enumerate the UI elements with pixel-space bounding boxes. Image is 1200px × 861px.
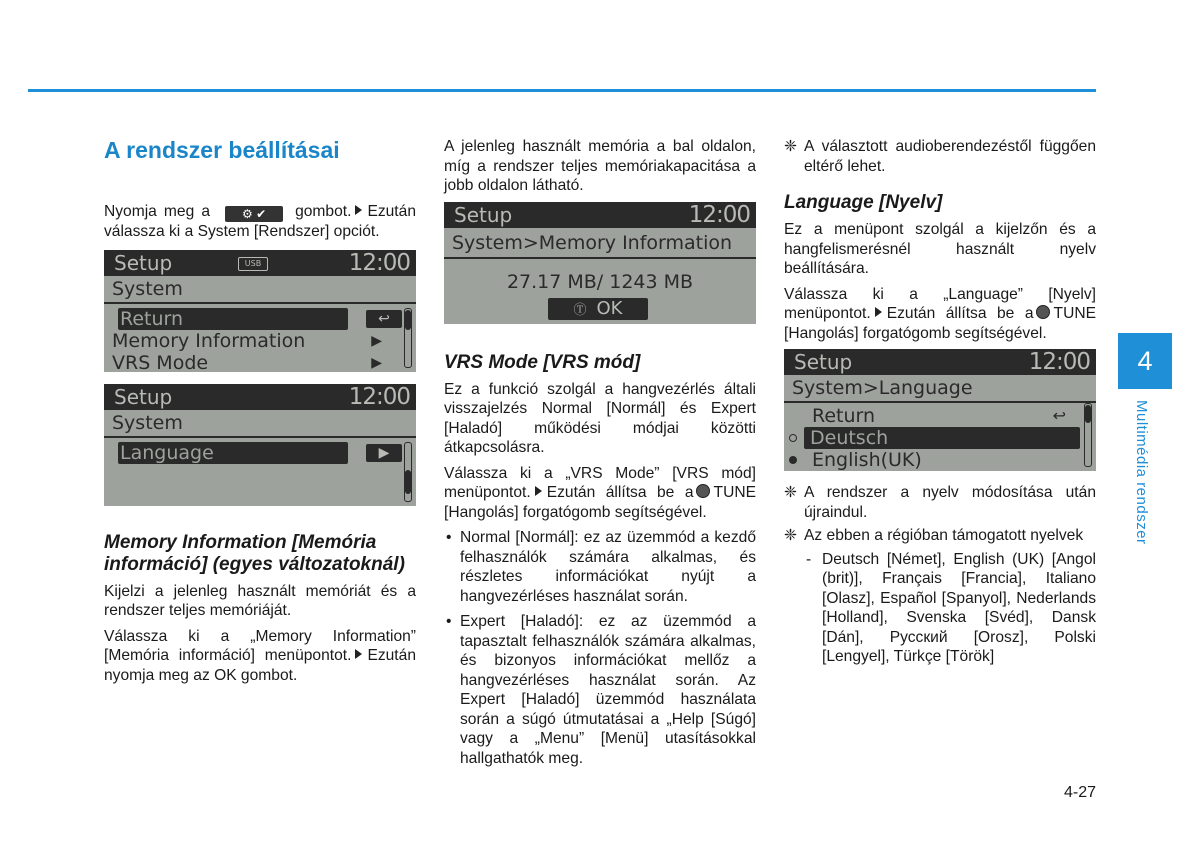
intro-text-b: gombot.: [295, 203, 352, 220]
lcd-clock: 12:00: [348, 383, 410, 410]
note-text: Az ebben a régióban támogatott nyelvek: [804, 527, 1084, 544]
lcd-menu-label: Return: [118, 308, 348, 330]
memory-info-p2a: Válassza ki a „Memory Information” [Memória információ] menüpontot.: [104, 627, 416, 664]
radio-empty-icon: [789, 434, 797, 442]
lcd-menu-item-english[interactable]: [784, 449, 1096, 471]
lcd-menu-label: VRS Mode: [112, 351, 209, 372]
memory-description: A jelenleg használt memória a bal oldalon, míg a rendszer teljes memóriakapacitása a jobb oldalon látható.: [444, 138, 756, 194]
lcd-screen-memory: [444, 202, 756, 324]
note-text: A rendszer a nyelv módosítása után újraindul.: [804, 484, 1096, 521]
lcd-header: [784, 349, 1096, 375]
tune-knob-icon: [1036, 305, 1050, 319]
bullet-expert: • Expert [Haladó]: ez az üzemmód a tapasztalt felhasználók számára alkalmas, és bizonyos információkat mellőz a hangvezérléses használat során. Az Expert [Haladó] üzemmód használata során a súgó útmutatásai a „Help [Súgó] vagy a „Menu” [Menü] utasításokkal hallgathatók meg.: [444, 612, 756, 768]
tune-icon: Ⓣ: [573, 302, 587, 318]
lcd-setup-label: Setup: [114, 250, 173, 275]
scrollbar-thumb[interactable]: [1085, 405, 1091, 423]
language-p2a: Válassza ki a „Language” [Nyelv] menüpontot.: [784, 285, 1096, 322]
lcd-menu-label: Memory Information: [112, 329, 306, 352]
return-icon: ↩: [366, 310, 402, 328]
lcd-screen-language: [104, 384, 416, 506]
section-sidebar-label: [1131, 400, 1157, 570]
lcd-clock: 12:00: [348, 249, 410, 276]
memory-info-p1: Kijelzi a jelenleg használt memóriát és a rendszer teljes memóriáját.: [104, 582, 416, 619]
return-icon: ↩: [1052, 406, 1066, 425]
ok-button[interactable]: [548, 298, 648, 320]
vrs-p1: Ez a funkció szolgál a hangvezérlés általi visszajelzés Normal [Normál] és Expert [Haladó] működési módjai közötti átkapcsolásra.: [444, 380, 756, 456]
ok-label: OK: [596, 297, 623, 319]
lcd-setup-label: Setup: [794, 350, 853, 374]
note-audio: [784, 137, 1096, 176]
lcd-divider: [104, 302, 416, 304]
arrow-icon: [355, 649, 362, 659]
lcd-clock: 12:00: [688, 201, 750, 228]
column-2: [444, 137, 756, 774]
memory-value: 27.17 MB/ 1243 MB: [506, 270, 694, 293]
lcd-subtitle: System: [112, 277, 183, 300]
language-p1: Ez a menüpont szolgál a kijelzőn és a hangfelismerésnél használt nyelv beállítására.: [784, 221, 1096, 277]
chevron-right-icon: ▶: [366, 444, 402, 462]
language-heading: Language [Nyelv]: [784, 192, 943, 213]
language-p2c: TUNE [Hangolás] forgatógomb segítségével.: [784, 305, 1096, 342]
page-number: 4-27: [1063, 784, 1096, 801]
note-symbol: ❈: [784, 527, 798, 544]
chevron-right-icon: ▶: [371, 354, 382, 371]
lcd-menu-item-return[interactable]: [104, 308, 416, 330]
memory-info-p2b: Ezután nyomja meg az OK gombot.: [104, 647, 416, 684]
vrs-heading: VRS Mode [VRS mód]: [444, 351, 641, 373]
lcd-menu-label: Language: [118, 442, 348, 464]
lcd-screen-system: [104, 250, 416, 372]
vrs-p2a: Válassza ki a „VRS Mode” [VRS mód] menüpontot.: [444, 464, 756, 501]
note-symbol: ❈: [784, 138, 798, 155]
intro-paragraph: [104, 202, 416, 242]
note-symbol: ❈: [784, 484, 798, 501]
lcd-menu-label: Return: [812, 405, 876, 427]
lcd-divider: [104, 436, 416, 438]
lcd-menu-item-vrs[interactable]: [104, 352, 416, 372]
lcd-menu-item-memory[interactable]: [104, 330, 416, 352]
section-number: 4: [1137, 346, 1153, 376]
section-tab: [1118, 333, 1172, 389]
bullet-normal: • Normal [Normál]: ez az üzemmód a kezdő felhasználók számára alkalmas, és részletes információkat nyújt a hangvezérléses használat során.: [444, 528, 756, 606]
scrollbar-thumb[interactable]: [405, 310, 411, 330]
language-p2: [784, 285, 1096, 344]
lcd-header: [104, 250, 416, 276]
note-languages: [784, 526, 1096, 546]
arrow-icon: [875, 307, 882, 317]
lcd-path: System>Language: [792, 377, 973, 399]
sidebar-label-text: Multimédia rendszer: [1133, 400, 1150, 545]
arrow-icon: [535, 486, 542, 496]
top-rule: [28, 89, 1096, 92]
vrs-p2: [444, 464, 756, 523]
tune-knob-icon: [696, 484, 710, 498]
lcd-screen-language-list: [784, 349, 1096, 471]
section-title: A rendszer beállításai: [104, 137, 340, 163]
vrs-p2c: TUNE [Hangolás] forgatógomb segítségével.: [444, 484, 756, 521]
language-p2b: Ezután állítsa be a: [886, 305, 1034, 322]
lcd-divider: [784, 401, 1096, 403]
lcd-subtitle: System: [112, 411, 183, 434]
vrs-p2b: Ezután állítsa be a: [546, 484, 694, 501]
lcd-menu-item-language[interactable]: [104, 442, 416, 464]
lcd-setup-label: Setup: [454, 202, 513, 227]
lcd-setup-label: Setup: [114, 384, 173, 409]
radio-selected-icon: [789, 456, 797, 464]
lcd-menu-item-deutsch[interactable]: [784, 427, 1096, 449]
scrollbar-thumb[interactable]: [405, 470, 411, 494]
column-3: [784, 137, 1096, 667]
setup-button-icon: ⚙ ✔: [225, 206, 283, 222]
note-text: A választott audioberendezéstől függően eltérő lehet.: [804, 138, 1096, 175]
intro-text-c: Ezután válassza ki a System [Rendszer] opciót.: [104, 203, 416, 240]
language-list: [784, 550, 1096, 667]
lcd-path: System>Memory Information: [452, 231, 733, 254]
lcd-header: [444, 202, 756, 228]
chevron-right-icon: ▶: [371, 332, 382, 349]
lcd-menu-label: Deutsch: [804, 427, 1080, 449]
lcd-menu-item-return[interactable]: [784, 405, 1096, 427]
intro-text-a: Nyomja meg a: [104, 203, 210, 220]
lcd-divider: [444, 257, 756, 259]
note-restart: [784, 483, 1096, 522]
dash-marker: -: [806, 550, 812, 568]
arrow-icon: [355, 205, 362, 215]
memory-info-heading: Memory Information [Memória információ] (egyes változatoknál): [104, 531, 405, 575]
usb-icon: USB: [238, 257, 268, 271]
lcd-menu-label: English(UK): [812, 449, 922, 471]
language-list-text: Deutsch [Német], English (UK) [Angol (brit)], Français [Francia], Italiano [Olasz], Español [Spanyol], Nederlands [Holland], Svenska [Svéd], Dansk [Dán], Русский [Orosz], Polski [Lengyel], Türkçe [Török]: [822, 550, 1096, 665]
column-1: [104, 136, 416, 691]
lcd-clock: 12:00: [1028, 349, 1090, 375]
lcd-header: [104, 384, 416, 410]
memory-info-p2: [104, 627, 416, 686]
